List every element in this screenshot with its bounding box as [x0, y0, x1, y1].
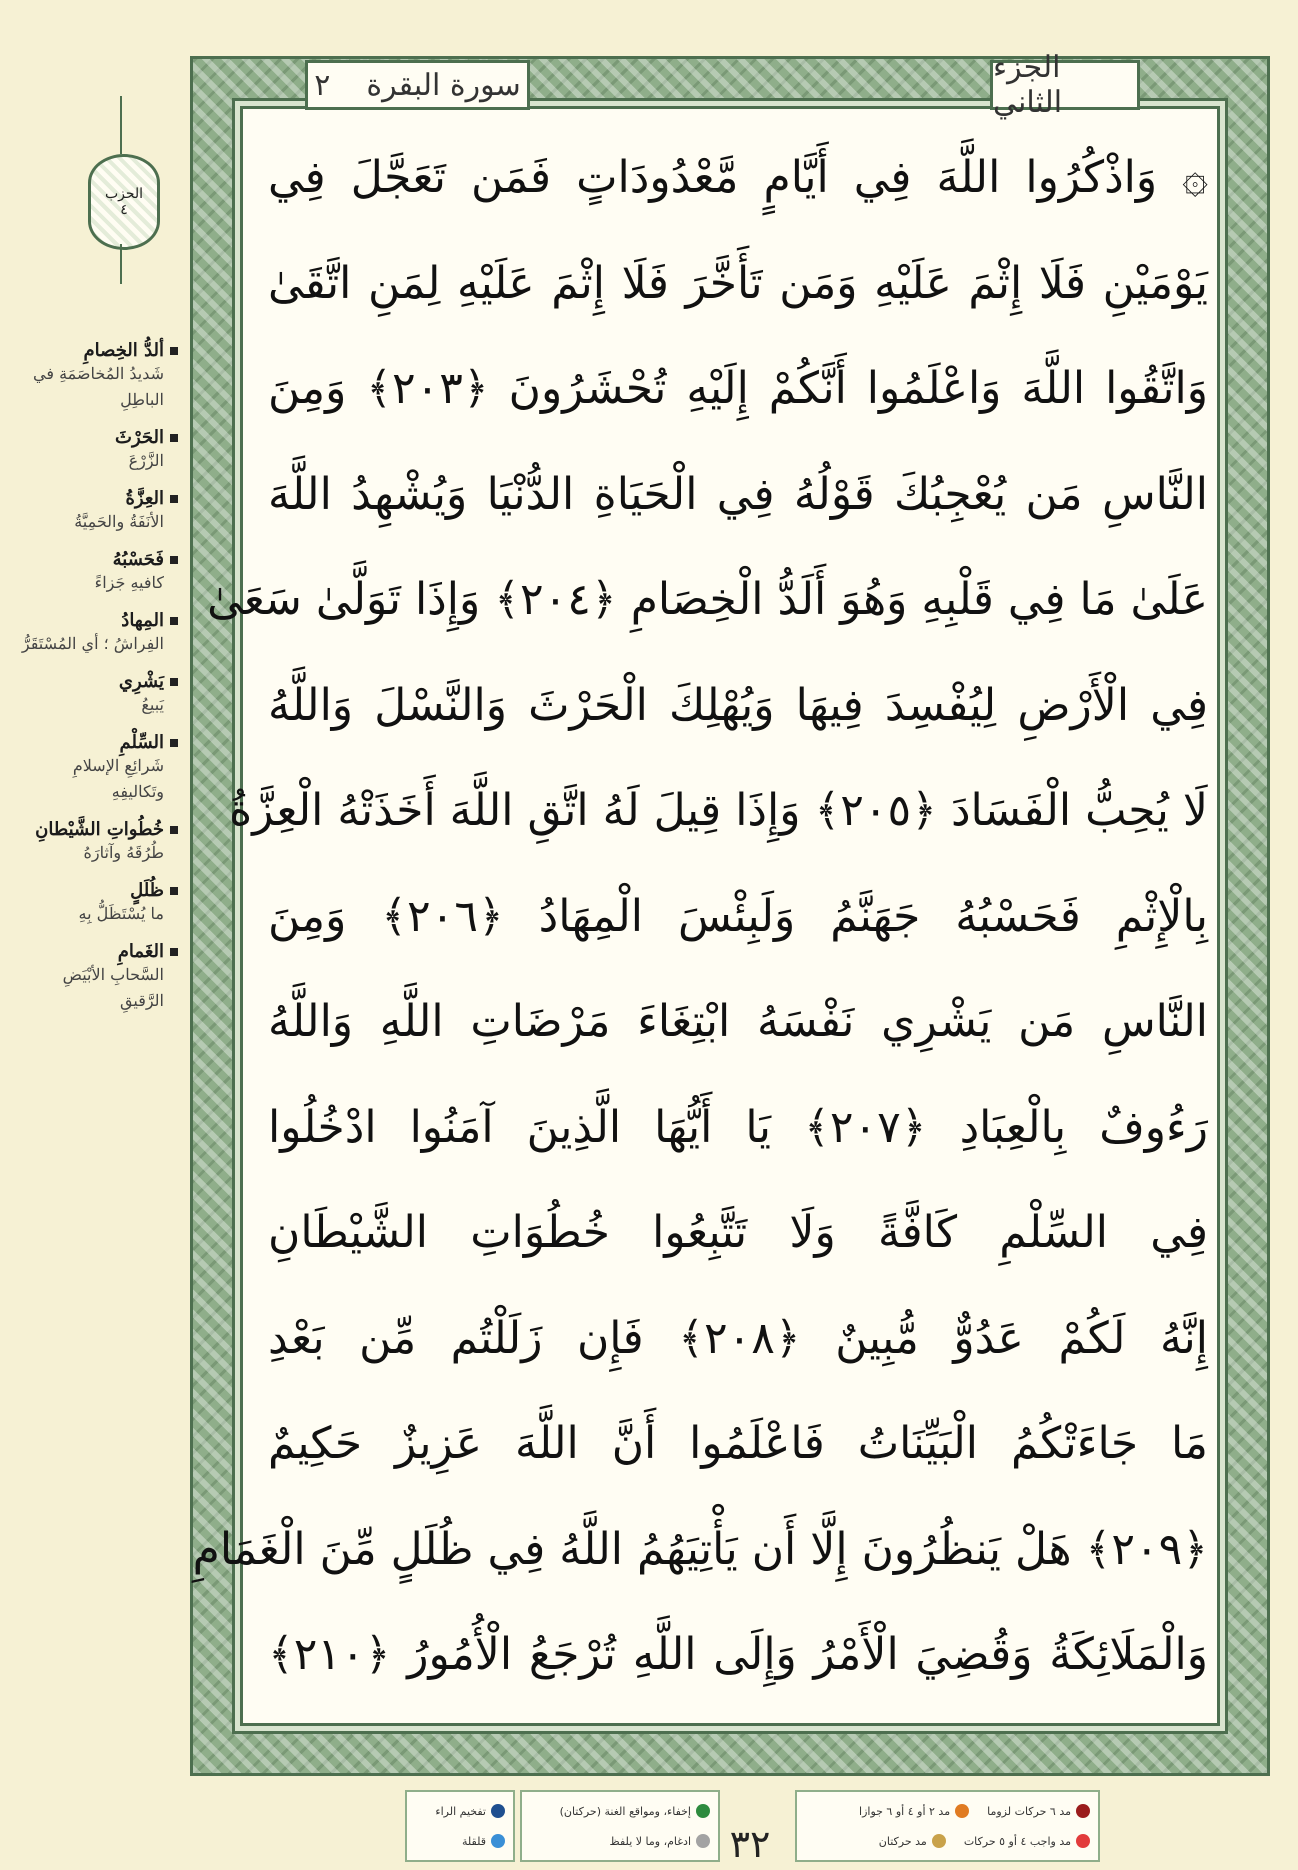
hizb-marker	[84, 96, 158, 286]
surah-header	[305, 60, 530, 110]
glossary-term: السِّلْمِ	[119, 732, 164, 753]
legend-label: مد حركتان	[878, 1834, 927, 1848]
glossary-definition: كافيهِ جَزاءً	[94, 573, 164, 592]
page-number: ٣٢	[729, 1822, 771, 1866]
legend-entry	[964, 1834, 1090, 1848]
glossary-term: الغَمامِ	[117, 941, 164, 962]
legend-label: مد ٦ حركات لزوما	[987, 1804, 1071, 1818]
verse-line: وَالْمَلَائِكَةُ وَقُضِيَ الْأَمْرُ وَإِلَى اللَّهِ تُرْجَعُ الْأُمُورُ ﴿٢١٠﴾	[268, 1629, 1208, 1680]
glossary-term: يَشْرِي	[118, 671, 164, 692]
glossary-term: خُطُواتِ الشَّيْطانِ	[35, 819, 164, 840]
square-bullet-icon	[170, 347, 178, 355]
glossary-definition: طُرُقَهُ وآثارَهُ	[83, 843, 164, 862]
surah-title: سورة البقرة	[366, 67, 521, 103]
glossary-definition: يَبيعُ	[141, 695, 164, 714]
glossary-term: العِزَّةُ	[125, 488, 164, 509]
legend-entry	[462, 1834, 505, 1848]
legend-label: تفخيم الراء	[435, 1804, 486, 1818]
square-bullet-icon	[170, 556, 178, 564]
square-bullet-icon	[170, 948, 178, 956]
color-dot-icon	[491, 1804, 505, 1818]
glossary-definition: السَّحابِ الأبْيَضِ الرَّقيقِ	[62, 965, 164, 1010]
glossary-item	[20, 340, 178, 413]
verse-line: لَا يُحِبُّ الْفَسَادَ ﴿٢٠٥﴾ وَإِذَا قِيلَ لَهُ اتَّقِ اللَّهَ أَخَذَتْهُ الْعِزَّةُ	[229, 785, 1208, 836]
glossary-term: المِهادُ	[121, 610, 164, 631]
glossary-definition: ما يُسْتَظَلُّ بِهِ	[78, 904, 164, 923]
glossary-item	[20, 941, 178, 1014]
glossary-term: فَحَسْبُهُ	[112, 549, 164, 570]
legend-entry	[859, 1804, 969, 1818]
hizb-label: الحزب	[104, 186, 144, 202]
glossary-item	[20, 488, 178, 535]
glossary-definition: شَديدُ المُخاصَمَةِ في الباطِلِ	[33, 364, 164, 409]
hizb-stem-bottom	[120, 244, 122, 284]
verse-line: النَّاسِ مَن يُعْجِبُكَ قَوْلُهُ فِي الْحَيَاةِ الدُّنْيَا وَيُشْهِدُ اللَّهَ	[268, 468, 1208, 520]
verse-line: مَا جَاءَتْكُمُ الْبَيِّنَاتُ فَاعْلَمُوا أَنَّ اللَّهَ عَزِيزٌ حَكِيمٌ	[268, 1418, 1208, 1469]
hizb-number: ٤	[120, 202, 128, 218]
verse-line: وَاتَّقُوا اللَّهَ وَاعْلَمُوا أَنَّكُمْ إِلَيْهِ تُحْشَرُونَ ﴿٢٠٣﴾ وَمِنَ	[268, 363, 1208, 414]
quran-text	[192, 125, 1208, 1705]
verse-line: ﴿٢٠٩﴾ هَلْ يَنظُرُونَ إِلَّا أَن يَأْتِيَهُمُ اللَّهُ فِي ظُلَلٍ مِّنَ الْغَمَامِ	[192, 1523, 1208, 1575]
color-dot-icon	[491, 1834, 505, 1848]
legend-label: مد واجب ٤ أو ٥ حركات	[963, 1834, 1071, 1848]
glossary-item	[20, 610, 178, 657]
glossary-item	[20, 819, 178, 866]
glossary-term: ظُلَلٍ	[130, 880, 164, 901]
verse-line: إِنَّهُ لَكُمْ عَدُوٌّ مُّبِينٌ ﴿٢٠٨﴾ فَإِن زَلَلْتُم مِّن بَعْدِ	[268, 1312, 1208, 1364]
legend-label: ادغام، وما لا يلفظ	[609, 1834, 691, 1848]
hizb-stem-top	[120, 96, 122, 154]
square-bullet-icon	[170, 434, 178, 442]
glossary-definition: الأنَفَةُ والحَمِيَّةُ	[74, 512, 164, 531]
legend-entry	[435, 1804, 505, 1818]
glossary-definition: الزَّرْعَ	[128, 451, 164, 470]
glossary-item	[20, 880, 178, 927]
verse-line: عَلَىٰ مَا فِي قَلْبِهِ وَهُوَ أَلَدُّ الْخِصَامِ ﴿٢٠٤﴾ وَإِذَا تَوَلَّىٰ سَعَىٰ	[207, 574, 1208, 625]
square-bullet-icon	[170, 617, 178, 625]
legend-label: مد ٢ أو ٤ أو ٦ جوازا	[859, 1804, 951, 1818]
color-dot-icon	[696, 1804, 710, 1818]
legend-label: إخفاء، ومواقع الغنة (حركتان)	[559, 1804, 691, 1818]
color-dot-icon	[955, 1804, 969, 1818]
glossary-item	[20, 549, 178, 596]
glossary-item	[20, 671, 178, 718]
legend-label: قلقلة	[461, 1834, 486, 1848]
square-bullet-icon	[170, 887, 178, 895]
tajweed-legend-ra	[405, 1790, 515, 1862]
color-dot-icon	[1076, 1834, 1090, 1848]
legend-entry	[879, 1834, 946, 1848]
juz-title: الجزء الثاني	[993, 50, 1063, 120]
tajweed-legend-madd	[795, 1790, 1100, 1862]
verse-line: بِالْإِثْمِ فَحَسْبُهُ جَهَنَّمُ وَلَبِئْسَ الْمِهَادُ ﴿٢٠٦﴾ وَمِنَ	[268, 890, 1208, 942]
legend-entry	[610, 1834, 710, 1848]
verse-line: النَّاسِ مَن يَشْرِي نَفْسَهُ ابْتِغَاءَ مَرْضَاتِ اللَّهِ وَاللَّهُ	[268, 996, 1208, 1047]
legend-entry	[560, 1804, 710, 1818]
margin-glossary	[20, 340, 178, 1028]
glossary-term: ألدُّ الخِصامِ	[83, 340, 164, 361]
verse-line: يَوْمَيْنِ فَلَا إِثْمَ عَلَيْهِ وَمَن تَأَخَّرَ فَلَا إِثْمَ عَلَيْهِ لِمَنِ اتَّقَىٰ	[268, 257, 1208, 309]
legend-entry	[987, 1804, 1090, 1818]
glossary-item	[20, 732, 178, 805]
tajweed-legend-ghunna	[520, 1790, 720, 1862]
glossary-term: الحَرْثَ	[115, 427, 164, 448]
color-dot-icon	[1076, 1804, 1090, 1818]
verse-line: فِي السِّلْمِ كَافَّةً وَلَا تَتَّبِعُوا خُطُوَاتِ الشَّيْطَانِ	[268, 1207, 1208, 1258]
glossary-item	[20, 427, 178, 474]
square-bullet-icon	[170, 739, 178, 747]
square-bullet-icon	[170, 678, 178, 686]
square-bullet-icon	[170, 495, 178, 503]
verse-line: فِي الْأَرْضِ لِيُفْسِدَ فِيهَا وَيُهْلِكَ الْحَرْثَ وَالنَّسْلَ وَاللَّهُ	[268, 679, 1208, 731]
verse-line: ۞ وَاذْكُرُوا اللَّهَ فِي أَيَّامٍ مَّعْدُودَاتٍ فَمَن تَعَجَّلَ فِي	[268, 152, 1208, 203]
juz-header	[990, 50, 1140, 120]
color-dot-icon	[932, 1834, 946, 1848]
hizb-medallion	[88, 154, 160, 250]
glossary-definition: شَرائِعِ الإسلامِ وتَكاليفِهِ	[72, 756, 164, 801]
surah-number: ٢	[314, 67, 331, 103]
square-bullet-icon	[170, 826, 178, 834]
glossary-definition: الفِراشُ ؛ أي المُسْتَقَرُّ	[21, 634, 164, 653]
verse-line: رَءُوفٌ بِالْعِبَادِ ﴿٢٠٧﴾ يَا أَيُّهَا الَّذِينَ آمَنُوا ادْخُلُوا	[268, 1101, 1208, 1153]
